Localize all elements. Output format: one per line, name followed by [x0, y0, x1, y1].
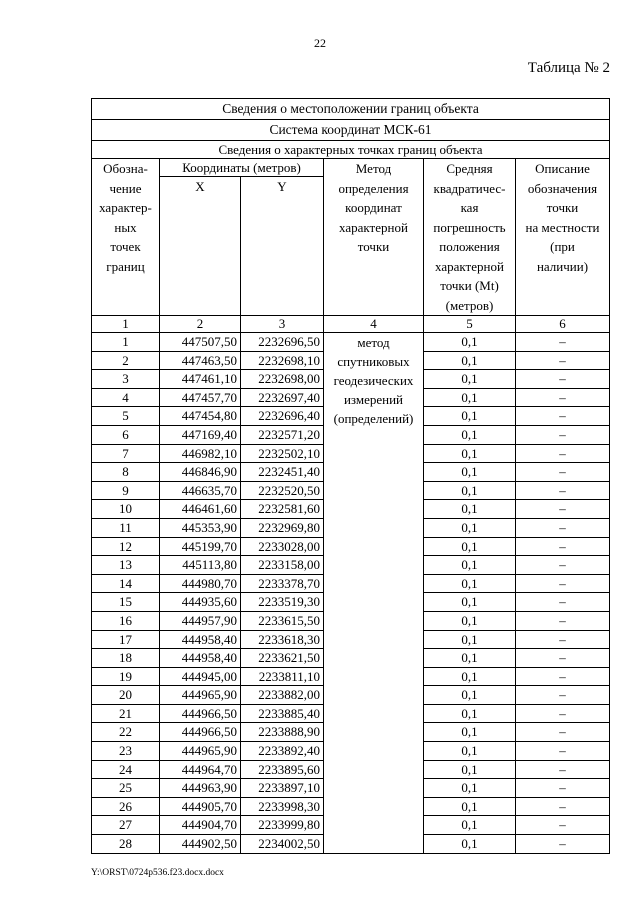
- accuracy-value: 0,1: [424, 593, 516, 612]
- accuracy-value: 0,1: [424, 370, 516, 389]
- coord-x: 447461,10: [160, 370, 241, 389]
- point-number: 5: [92, 407, 160, 426]
- coord-y: 2232696,50: [241, 333, 324, 352]
- accuracy-value: 0,1: [424, 407, 516, 426]
- description-value: –: [516, 704, 610, 723]
- description-value: –: [516, 760, 610, 779]
- coord-x: 444965,90: [160, 742, 241, 761]
- description-value: –: [516, 407, 610, 426]
- col-number: 2: [160, 316, 241, 333]
- description-value: –: [516, 649, 610, 668]
- coord-x: 445113,80: [160, 556, 241, 575]
- coord-x: 445353,90: [160, 518, 241, 537]
- description-value: –: [516, 500, 610, 519]
- description-value: –: [516, 333, 610, 352]
- accuracy-value: 0,1: [424, 760, 516, 779]
- coord-x: 446982,10: [160, 444, 241, 463]
- point-number: 20: [92, 686, 160, 705]
- coord-y: 2233519,30: [241, 593, 324, 612]
- description-value: –: [516, 686, 610, 705]
- coord-x: 444935,60: [160, 593, 241, 612]
- accuracy-value: 0,1: [424, 388, 516, 407]
- coord-x: 447457,70: [160, 388, 241, 407]
- point-number: 24: [92, 760, 160, 779]
- footer-file-path: Y:\ORST\0724p536.f23.docx.docx: [91, 868, 224, 878]
- method-text: метод спутниковых геодезических измерений (определений): [333, 335, 414, 426]
- coord-y: 2232698,10: [241, 351, 324, 370]
- point-number: 11: [92, 518, 160, 537]
- coord-y: 2232571,20: [241, 425, 324, 444]
- coord-y: 2233621,50: [241, 649, 324, 668]
- accuracy-value: 0,1: [424, 425, 516, 444]
- table-title-points: Сведения о характерных точках границ объекта: [92, 141, 610, 159]
- point-number: 19: [92, 667, 160, 686]
- description-value: –: [516, 667, 610, 686]
- coord-y: 2232502,10: [241, 444, 324, 463]
- page-number: 22: [314, 36, 326, 50]
- coord-x: 444945,00: [160, 667, 241, 686]
- table-title-location: Сведения о местоположении границ объекта: [92, 99, 610, 120]
- accuracy-value: 0,1: [424, 351, 516, 370]
- accuracy-value: 0,1: [424, 835, 516, 854]
- coordinates-table: [91, 98, 610, 854]
- coord-y: 2233378,70: [241, 574, 324, 593]
- description-value: –: [516, 797, 610, 816]
- coord-x: 444958,40: [160, 649, 241, 668]
- coord-y: 2233158,00: [241, 556, 324, 575]
- description-value: –: [516, 481, 610, 500]
- coord-y: 2233895,60: [241, 760, 324, 779]
- col-number: 3: [241, 316, 324, 333]
- coord-y: 2233618,30: [241, 630, 324, 649]
- point-number: 9: [92, 481, 160, 500]
- point-number: 14: [92, 574, 160, 593]
- description-value: –: [516, 351, 610, 370]
- coord-x: 444958,40: [160, 630, 241, 649]
- accuracy-value: 0,1: [424, 686, 516, 705]
- col-number: 5: [424, 316, 516, 333]
- accuracy-value: 0,1: [424, 481, 516, 500]
- point-number: 26: [92, 797, 160, 816]
- accuracy-value: 0,1: [424, 537, 516, 556]
- coord-y: 2233885,40: [241, 704, 324, 723]
- coord-y: 2233882,00: [241, 686, 324, 705]
- coord-y: 2233615,50: [241, 611, 324, 630]
- description-value: –: [516, 388, 610, 407]
- coord-x: 444905,70: [160, 797, 241, 816]
- point-number: 21: [92, 704, 160, 723]
- coord-y: 2232581,60: [241, 500, 324, 519]
- coord-x: 447169,40: [160, 425, 241, 444]
- coord-x: 444965,90: [160, 686, 241, 705]
- point-number: 13: [92, 556, 160, 575]
- point-number: 23: [92, 742, 160, 761]
- coord-x: 446635,70: [160, 481, 241, 500]
- accuracy-value: 0,1: [424, 611, 516, 630]
- coord-y: 2233897,10: [241, 779, 324, 798]
- point-number: 28: [92, 835, 160, 854]
- header-method: Метод определения координат характерной точки: [324, 159, 424, 316]
- coord-y: 2232520,50: [241, 481, 324, 500]
- description-value: –: [516, 370, 610, 389]
- description-value: –: [516, 593, 610, 612]
- coord-x: 444980,70: [160, 574, 241, 593]
- point-number: 12: [92, 537, 160, 556]
- coord-x: 446846,90: [160, 463, 241, 482]
- coord-x: 444904,70: [160, 816, 241, 835]
- coord-y: 2233811,10: [241, 667, 324, 686]
- accuracy-value: 0,1: [424, 500, 516, 519]
- accuracy-value: 0,1: [424, 797, 516, 816]
- table-row: [92, 333, 610, 352]
- description-value: –: [516, 537, 610, 556]
- point-number: 8: [92, 463, 160, 482]
- header-y: Y: [241, 177, 324, 316]
- coord-y: 2233999,80: [241, 816, 324, 835]
- coord-y: 2232451,40: [241, 463, 324, 482]
- col-number: 1: [92, 316, 160, 333]
- accuracy-value: 0,1: [424, 779, 516, 798]
- coord-x: 444963,90: [160, 779, 241, 798]
- description-value: –: [516, 518, 610, 537]
- header-description: Описание обозначения точки на местности (при наличии): [516, 159, 610, 316]
- point-number: 25: [92, 779, 160, 798]
- coord-x: 447463,50: [160, 351, 241, 370]
- coord-y: 2233028,00: [241, 537, 324, 556]
- coord-y: 2232698,00: [241, 370, 324, 389]
- description-value: –: [516, 444, 610, 463]
- col-number: 4: [324, 316, 424, 333]
- table-title-coordinate-system: Система координат МСК-61: [92, 120, 610, 141]
- table-label: Таблица № 2: [527, 60, 610, 76]
- point-number: 7: [92, 444, 160, 463]
- point-number: 6: [92, 425, 160, 444]
- point-number: 18: [92, 649, 160, 668]
- coord-x: 445199,70: [160, 537, 241, 556]
- accuracy-value: 0,1: [424, 463, 516, 482]
- method-cell: [324, 333, 424, 854]
- point-number: 15: [92, 593, 160, 612]
- col-number: 6: [516, 316, 610, 333]
- coord-y: 2233998,30: [241, 797, 324, 816]
- accuracy-value: 0,1: [424, 574, 516, 593]
- description-value: –: [516, 463, 610, 482]
- accuracy-value: 0,1: [424, 444, 516, 463]
- point-number: 2: [92, 351, 160, 370]
- coord-x: 444957,90: [160, 611, 241, 630]
- coord-x: 447507,50: [160, 333, 241, 352]
- coord-y: 2234002,50: [241, 835, 324, 854]
- description-value: –: [516, 425, 610, 444]
- coord-y: 2233888,90: [241, 723, 324, 742]
- coord-x: 444964,70: [160, 760, 241, 779]
- description-value: –: [516, 779, 610, 798]
- coord-x: 444966,50: [160, 723, 241, 742]
- coord-y: 2233892,40: [241, 742, 324, 761]
- description-value: –: [516, 742, 610, 761]
- accuracy-value: 0,1: [424, 742, 516, 761]
- header-accuracy: Средняя квадратичес- кая погрешность положения характерной точки (Mt) (метров): [424, 159, 516, 316]
- accuracy-value: 0,1: [424, 649, 516, 668]
- coord-y: 2232697,40: [241, 388, 324, 407]
- point-number: 3: [92, 370, 160, 389]
- accuracy-value: 0,1: [424, 723, 516, 742]
- description-value: –: [516, 835, 610, 854]
- coord-x: 447454,80: [160, 407, 241, 426]
- coord-x: 444966,50: [160, 704, 241, 723]
- coord-x: 446461,60: [160, 500, 241, 519]
- accuracy-value: 0,1: [424, 667, 516, 686]
- header-point-designation: Обозна- чение характер- ных точек границ: [92, 159, 160, 316]
- accuracy-value: 0,1: [424, 518, 516, 537]
- accuracy-value: 0,1: [424, 556, 516, 575]
- description-value: –: [516, 723, 610, 742]
- accuracy-value: 0,1: [424, 816, 516, 835]
- point-number: 10: [92, 500, 160, 519]
- point-number: 1: [92, 333, 160, 352]
- header-coordinates: Координаты (метров): [160, 159, 324, 177]
- point-number: 17: [92, 630, 160, 649]
- point-number: 16: [92, 611, 160, 630]
- accuracy-value: 0,1: [424, 704, 516, 723]
- description-value: –: [516, 574, 610, 593]
- header-x: X: [160, 177, 241, 316]
- description-value: –: [516, 816, 610, 835]
- description-value: –: [516, 611, 610, 630]
- coord-y: 2232969,80: [241, 518, 324, 537]
- description-value: –: [516, 556, 610, 575]
- point-number: 22: [92, 723, 160, 742]
- accuracy-value: 0,1: [424, 630, 516, 649]
- point-number: 27: [92, 816, 160, 835]
- point-number: 4: [92, 388, 160, 407]
- coord-y: 2232696,40: [241, 407, 324, 426]
- description-value: –: [516, 630, 610, 649]
- coord-x: 444902,50: [160, 835, 241, 854]
- accuracy-value: 0,1: [424, 333, 516, 352]
